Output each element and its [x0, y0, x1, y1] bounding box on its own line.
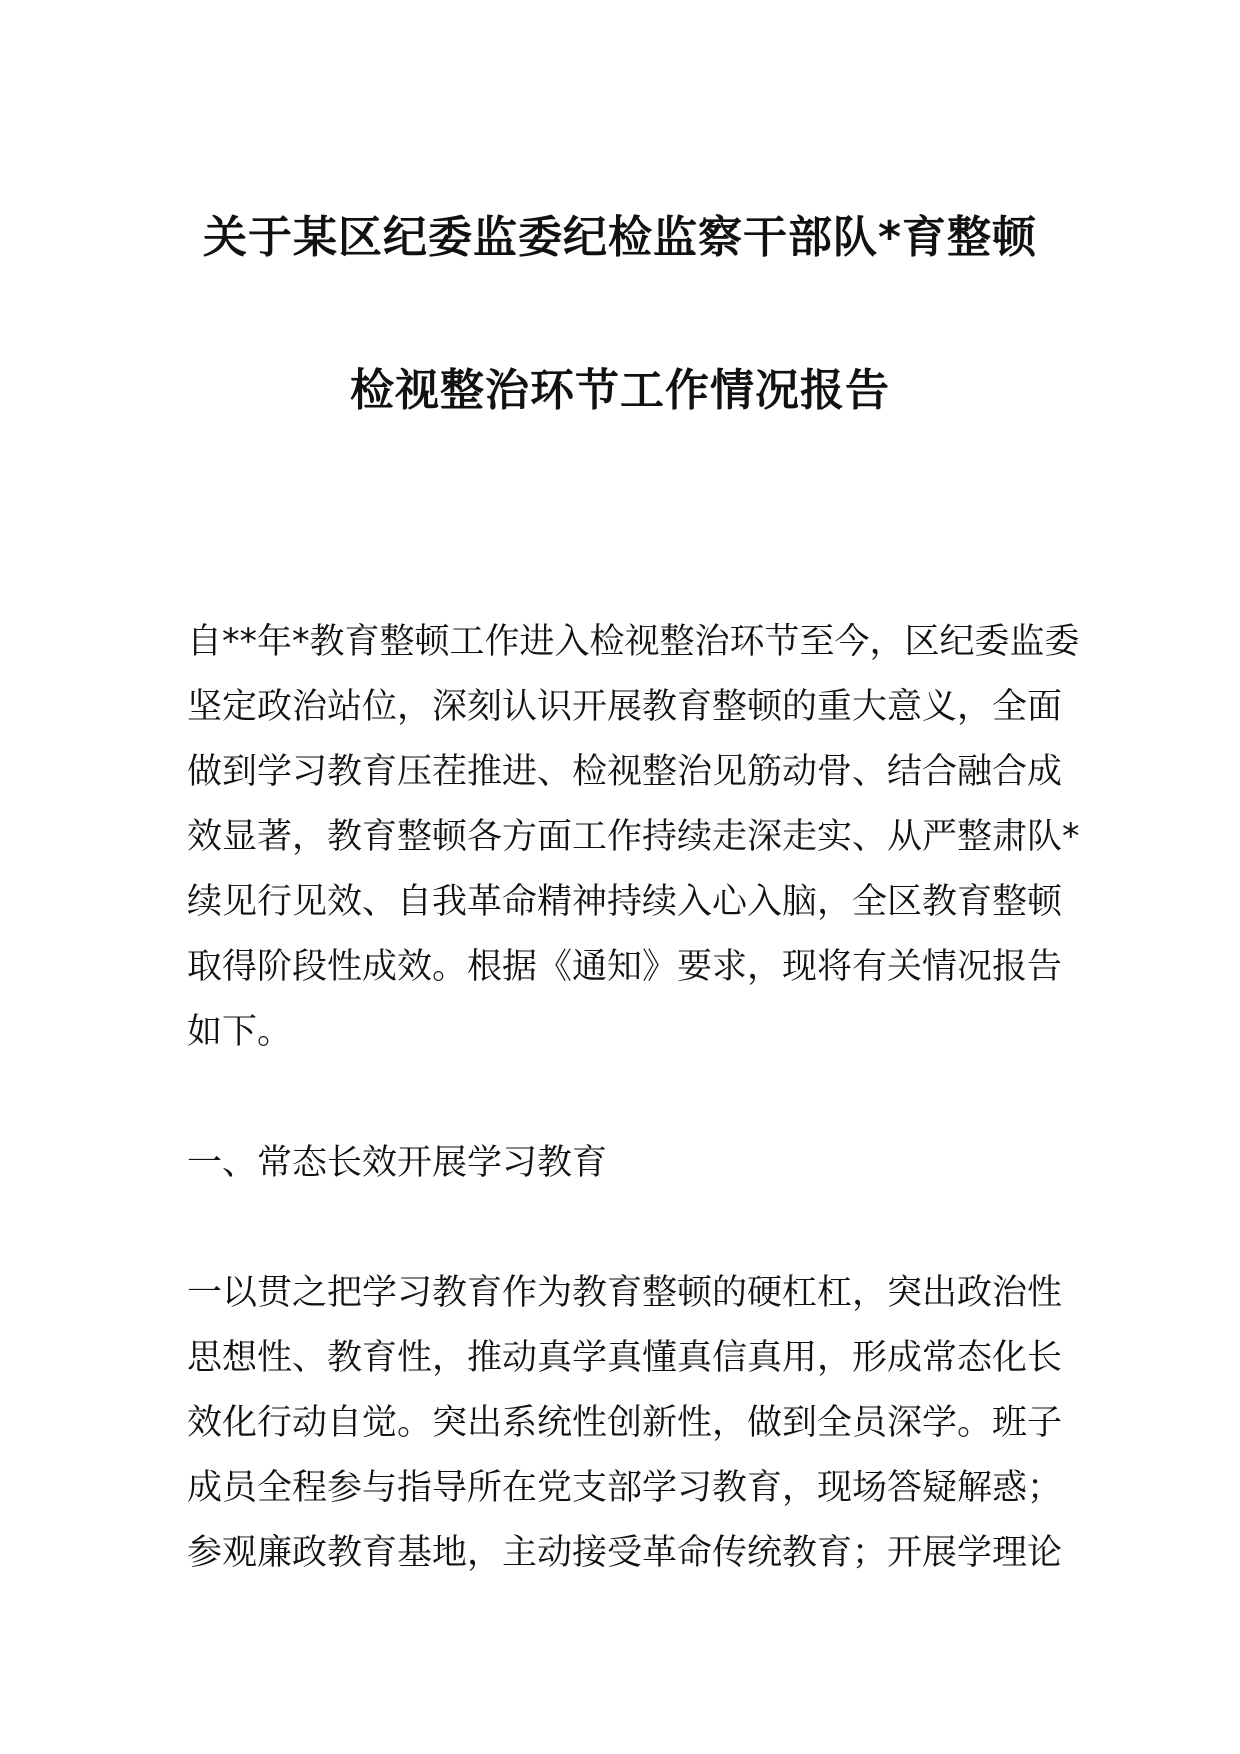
paragraph-line: 续见行见效、自我革命精神持续入心入脑，全区教育整顿	[187, 882, 1063, 922]
paragraph-line: 参观廉政教育基地，主动接受革命传统教育；开展学理论	[187, 1533, 1063, 1573]
paragraph-line: 自**年*教育整顿工作进入检视整治环节至今，区纪委监委	[187, 622, 1080, 662]
paragraph-line: 坚定政治站位，深刻认识开展教育整顿的重大意义，全面	[187, 687, 1063, 727]
paragraph-line: 做到学习教育压茬推进、检视整治见筋动骨、结合融合成	[187, 752, 1063, 792]
paragraph-line: 效显著，教育整顿各方面工作持续走深走实、从严整肃队*	[187, 817, 1080, 857]
paragraph-line: 思想性、教育性，推动真学真懂真信真用，形成常态化长	[187, 1338, 1063, 1378]
document-title-line-1: 关于某区纪委监委纪检监察干部队*育整顿	[202, 212, 1037, 263]
paragraph-line: 成员全程参与指导所在党支部学习教育，现场答疑解惑；	[187, 1468, 1063, 1508]
section-1-paragraph	[187, 1261, 1063, 1586]
document-title-line-2: 检视整治环节工作情况报告	[350, 365, 890, 416]
paragraph-line: 取得阶段性成效。根据《通知》要求，现将有关情况报告	[187, 947, 1063, 987]
paragraph-line: 效化行动自觉。突出系统性创新性，做到全员深学。班子	[187, 1403, 1063, 1443]
paragraph-line: 一以贯之把学习教育作为教育整顿的硬杠杠，突出政治性	[187, 1273, 1063, 1313]
paragraph-line: 如下。	[187, 1012, 293, 1052]
section-heading-text: 一、常态长效开展学习教育	[187, 1143, 608, 1183]
intro-paragraph	[187, 610, 1080, 1065]
section-heading-1	[187, 1131, 1057, 1196]
